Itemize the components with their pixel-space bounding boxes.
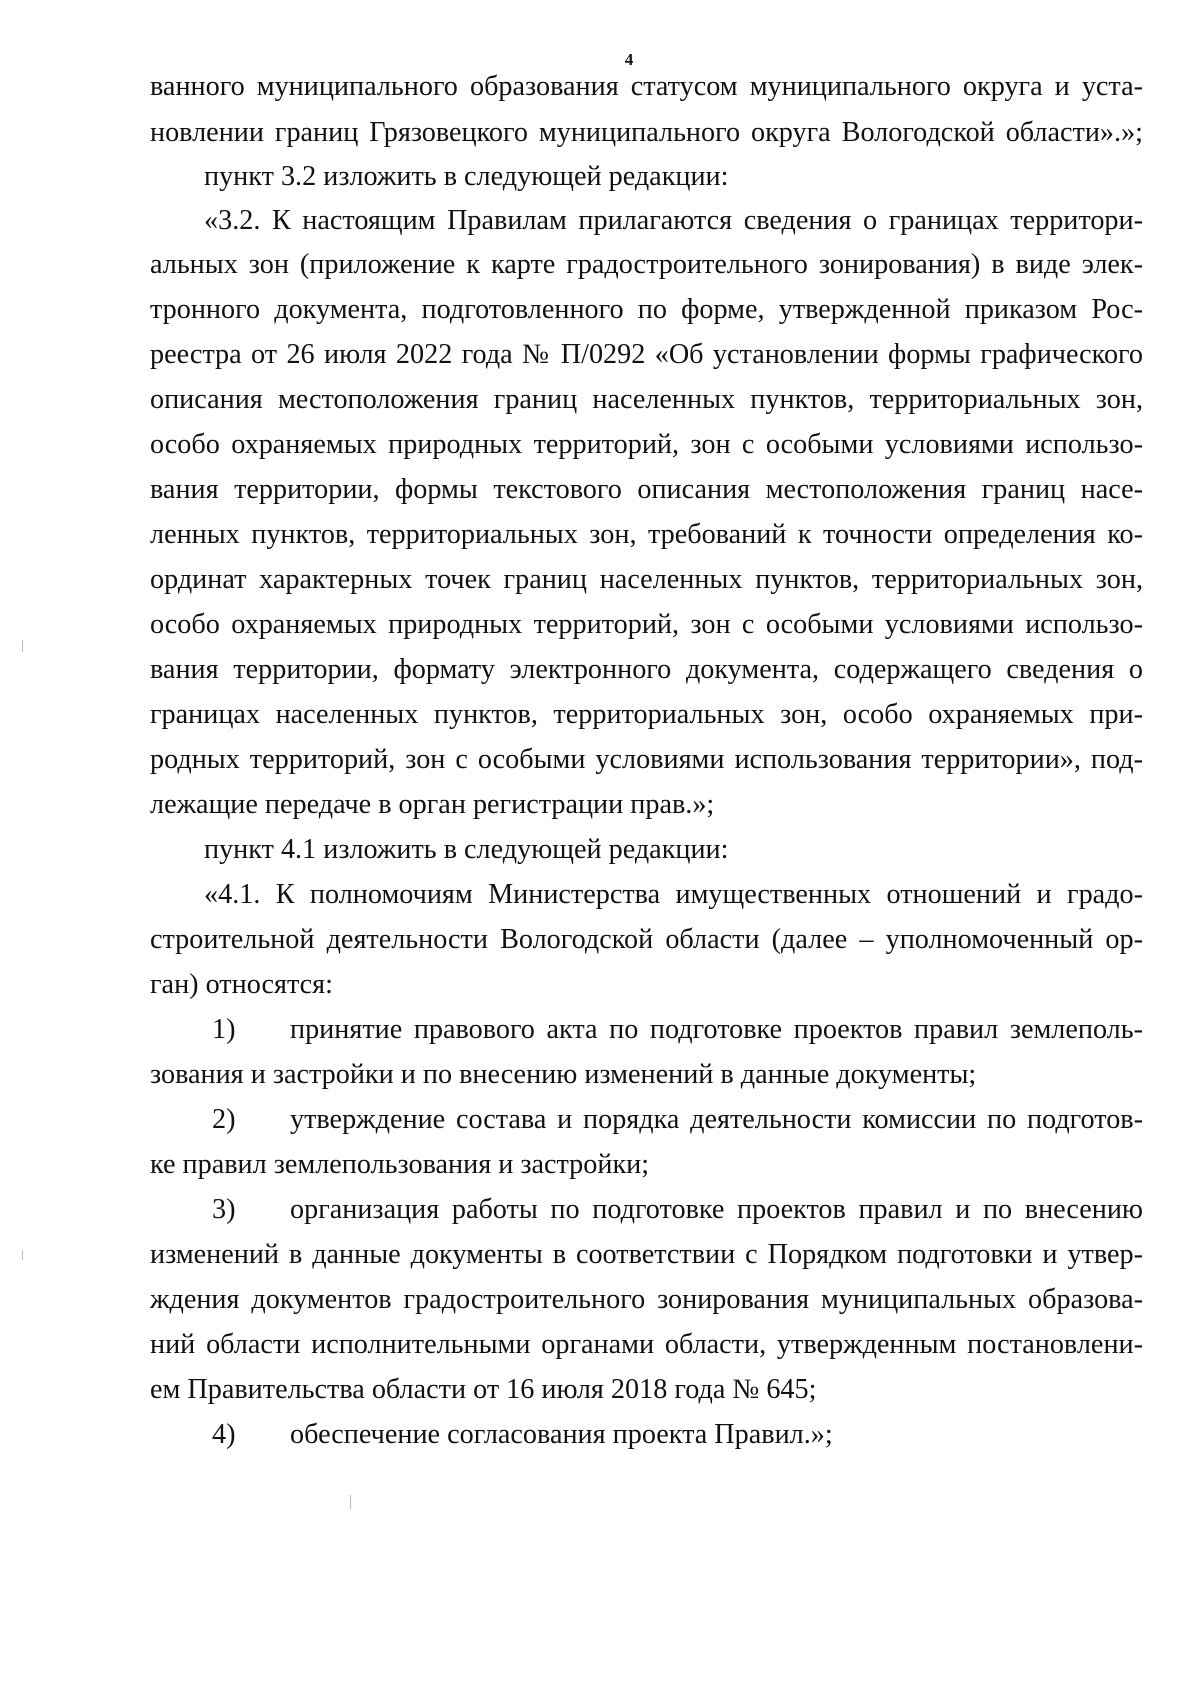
text-line: пункт 3.2 изложить в следующей редакции: xyxy=(204,161,729,192)
text-line: ординат характерных точек границ населенных пунктов, территориальных зон, xyxy=(150,564,1143,595)
scan-speck xyxy=(22,640,23,652)
text-line: вания территории, формы текстового описания местоположения границ насе- xyxy=(150,474,1143,505)
text-line: «3.2. К настоящим Правилам прилагаются сведения о границах территори- xyxy=(204,205,1143,236)
text-line: особо охраняемых природных территорий, зон с особыми условиями использо- xyxy=(150,609,1143,640)
list-number: 3) xyxy=(212,1194,236,1225)
text-line: ленных пунктов, территориальных зон, требований к точности определения ко- xyxy=(150,519,1143,550)
text-line: ний области исполнительными органами области, утвержденным постановлени- xyxy=(150,1329,1143,1360)
page-number: 4 xyxy=(624,50,634,69)
list-number: 4) xyxy=(212,1419,236,1450)
list-number: 1) xyxy=(212,1014,236,1045)
list-item-text: утверждение состава и порядка деятельности комиссии по подготов- xyxy=(290,1104,1143,1135)
text-line: зования и застройки и по внесению изменений в данные документы; xyxy=(150,1059,977,1090)
text-line: новлении границ Грязовецкого муниципального округа Вологодской области».»; xyxy=(150,117,1143,148)
text-line: альных зон (приложение к карте градостроительного зонирования) в виде элек- xyxy=(150,249,1143,280)
text-line: описания местоположения границ населенных пунктов, территориальных зон, xyxy=(150,384,1143,415)
scan-speck xyxy=(350,1495,351,1509)
text-line: лежащие передаче в орган регистрации прав.»; xyxy=(150,789,715,820)
scan-speck xyxy=(22,1250,23,1260)
text-line: родных территорий, зон с особыми условиями использования территории», под- xyxy=(150,744,1143,775)
text-line: изменений в данные документы в соответствии с Порядком подготовки и утвер- xyxy=(150,1239,1143,1270)
list-item-text: обеспечение согласования проекта Правил.»; xyxy=(290,1419,833,1450)
list-item xyxy=(212,1193,1143,1227)
text-line: реестра от 26 июля 2022 года № П/0292 «Об установлении формы графического xyxy=(150,339,1143,370)
text-line: ждения документов градостроительного зонирования муниципальных образова- xyxy=(150,1284,1143,1315)
text-line: границах населенных пунктов, территориальных зон, особо охраняемых при- xyxy=(150,699,1143,730)
list-item xyxy=(212,1013,1143,1047)
text-line: тронного документа, подготовленного по форме, утвержденной приказом Рос- xyxy=(150,294,1143,325)
list-item xyxy=(212,1103,1143,1137)
list-item xyxy=(212,1418,1143,1452)
text-line: особо охраняемых природных территорий, зон с особыми условиями использо- xyxy=(150,429,1143,460)
list-item-text: организация работы по подготовке проектов правил и по внесению xyxy=(290,1194,1143,1225)
text-line: ем Правительства области от 16 июля 2018 года № 645; xyxy=(150,1374,817,1405)
list-item-text: принятие правового акта по подготовке проектов правил землеполь- xyxy=(290,1014,1143,1045)
text-line: вания территории, формату электронного документа, содержащего сведения о xyxy=(150,654,1143,685)
text-line: «4.1. К полномочиям Министерства имущественных отношений и градо- xyxy=(204,879,1143,910)
text-line: строительной деятельности Вологодской области (далее – уполномоченный ор- xyxy=(150,924,1143,955)
text-line: ке правил землепользования и застройки; xyxy=(150,1149,650,1180)
list-number: 2) xyxy=(212,1104,236,1135)
text-line: пункт 4.1 изложить в следующей редакции: xyxy=(204,834,729,865)
text-line: ган) относятся: xyxy=(150,969,333,1000)
text-line: ванного муниципального образования статусом муниципального округа и уста- xyxy=(150,71,1143,102)
